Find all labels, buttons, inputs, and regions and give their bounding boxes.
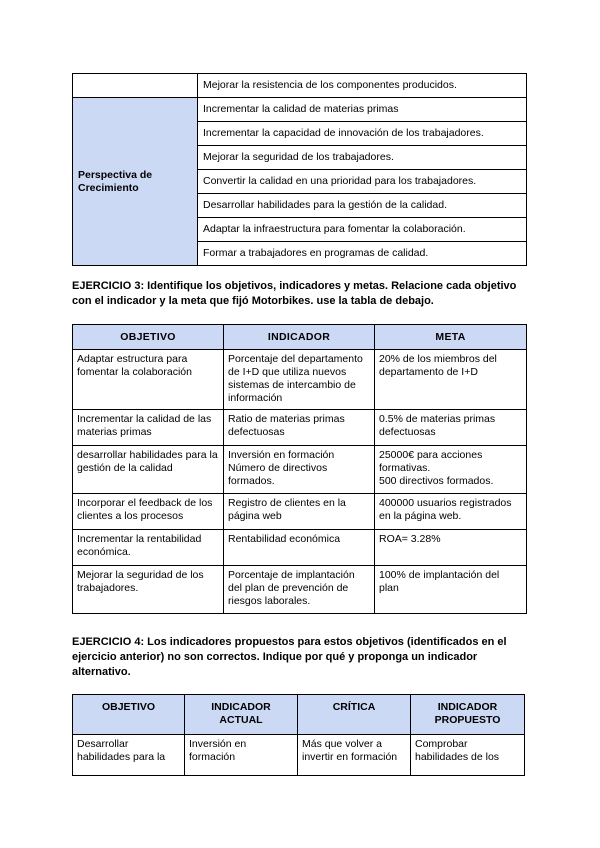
header-critica: CRÍTICA — [298, 695, 411, 735]
objetivo-cell: Adaptar estructura para fomentar la colaboración — [73, 350, 224, 410]
indicador-cell: Registro de clientes en la página web — [224, 494, 375, 530]
table-row — [73, 410, 527, 446]
table-row — [73, 566, 527, 614]
indicador-actual-cell: Inversión en formación — [185, 735, 298, 776]
table-header-row — [73, 325, 527, 350]
objetivo-cell: Mejorar la seguridad de los trabajadores. — [73, 566, 224, 614]
objetivo-cell: Incrementar la rentabilidad económica. — [73, 530, 224, 566]
header-indicador-propuesto: INDICADOR PROPUESTO — [411, 695, 525, 735]
meta-cell: 400000 usuarios registrados en la página web. — [375, 494, 527, 530]
objective-cell: Desarrollar habilidades para la gestión de la calidad. — [198, 194, 527, 218]
table-row — [73, 350, 527, 410]
exercise-4-heading: EJERCICIO 4: Los indicadores propuestos para estos objetivos (identificados en el ejercicio anterior) no son correctos. Indique por qué y proponga un indicador alternativo. — [72, 636, 507, 678]
indicador-cell: Inversión en formación Número de directivos formados. — [224, 446, 375, 494]
empty-cell — [73, 74, 198, 98]
critica-cell: Más que volver a invertir en formación — [298, 735, 411, 776]
meta-cell: 20% de los miembros del departamento de I+D — [375, 350, 527, 410]
objectives-table — [72, 324, 527, 614]
header-indicador-actual: INDICADOR ACTUAL — [185, 695, 298, 735]
perspective-label: Perspectiva de Crecimiento — [73, 98, 198, 266]
objective-cell: Adaptar la infraestructura para fomentar la colaboración. — [198, 218, 527, 242]
meta-cell: 100% de implantación del plan — [375, 566, 527, 614]
objective-cell: Mejorar la resistencia de los componentes producidos. — [198, 74, 527, 98]
indicador-cell: Porcentaje de implantación del plan de prevención de riesgos laborales. — [224, 566, 375, 614]
table-row — [73, 735, 525, 776]
objetivo-cell: Incrementar la calidad de las materias primas — [73, 410, 224, 446]
indicador-cell: Rentabilidad económica — [224, 530, 375, 566]
objetivo-cell: Desarrollar habilidades para la — [73, 735, 185, 776]
table-row — [73, 446, 527, 494]
table-row — [73, 530, 527, 566]
proposal-table — [72, 694, 525, 776]
table-header-row — [73, 695, 525, 735]
perspective-table — [72, 73, 527, 266]
objective-cell: Convertir la calidad en una prioridad para los trabajadores. — [198, 170, 527, 194]
header-objetivo: OBJETIVO — [73, 695, 185, 735]
objective-cell: Incrementar la calidad de materias primas — [198, 98, 527, 122]
objective-cell: Formar a trabajadores en programas de calidad. — [198, 242, 527, 266]
indicador-cell: Porcentaje del departamento de I+D que utiliza nuevos sistemas de intercambio de información — [224, 350, 375, 410]
table-row — [73, 74, 527, 98]
exercise-3-heading: EJERCICIO 3: Identifique los objetivos, indicadores y metas. Relacione cada objetivo con el indicador y la meta que fijó Motorbikes. use la tabla de debajo. — [72, 280, 517, 307]
indicador-propuesto-cell: Comprobar habilidades de los — [411, 735, 525, 776]
objetivo-cell: Incorporar el feedback de los clientes a los procesos — [73, 494, 224, 530]
header-meta: META — [375, 325, 527, 350]
table-row — [73, 494, 527, 530]
objetivo-cell: desarrollar habilidades para la gestión de la calidad — [73, 446, 224, 494]
table-row — [73, 98, 527, 122]
meta-cell: 25000€ para acciones formativas. 500 directivos formados. — [375, 446, 527, 494]
header-objetivo: OBJETIVO — [73, 325, 224, 350]
indicador-cell: Ratio de materias primas defectuosas — [224, 410, 375, 446]
objective-cell: Mejorar la seguridad de los trabajadores. — [198, 146, 527, 170]
meta-cell: 0.5% de materias primas defectuosas — [375, 410, 527, 446]
objective-cell: Incrementar la capacidad de innovación de los trabajadores. — [198, 122, 527, 146]
header-indicador: INDICADOR — [224, 325, 375, 350]
meta-cell: ROA= 3.28% — [375, 530, 527, 566]
